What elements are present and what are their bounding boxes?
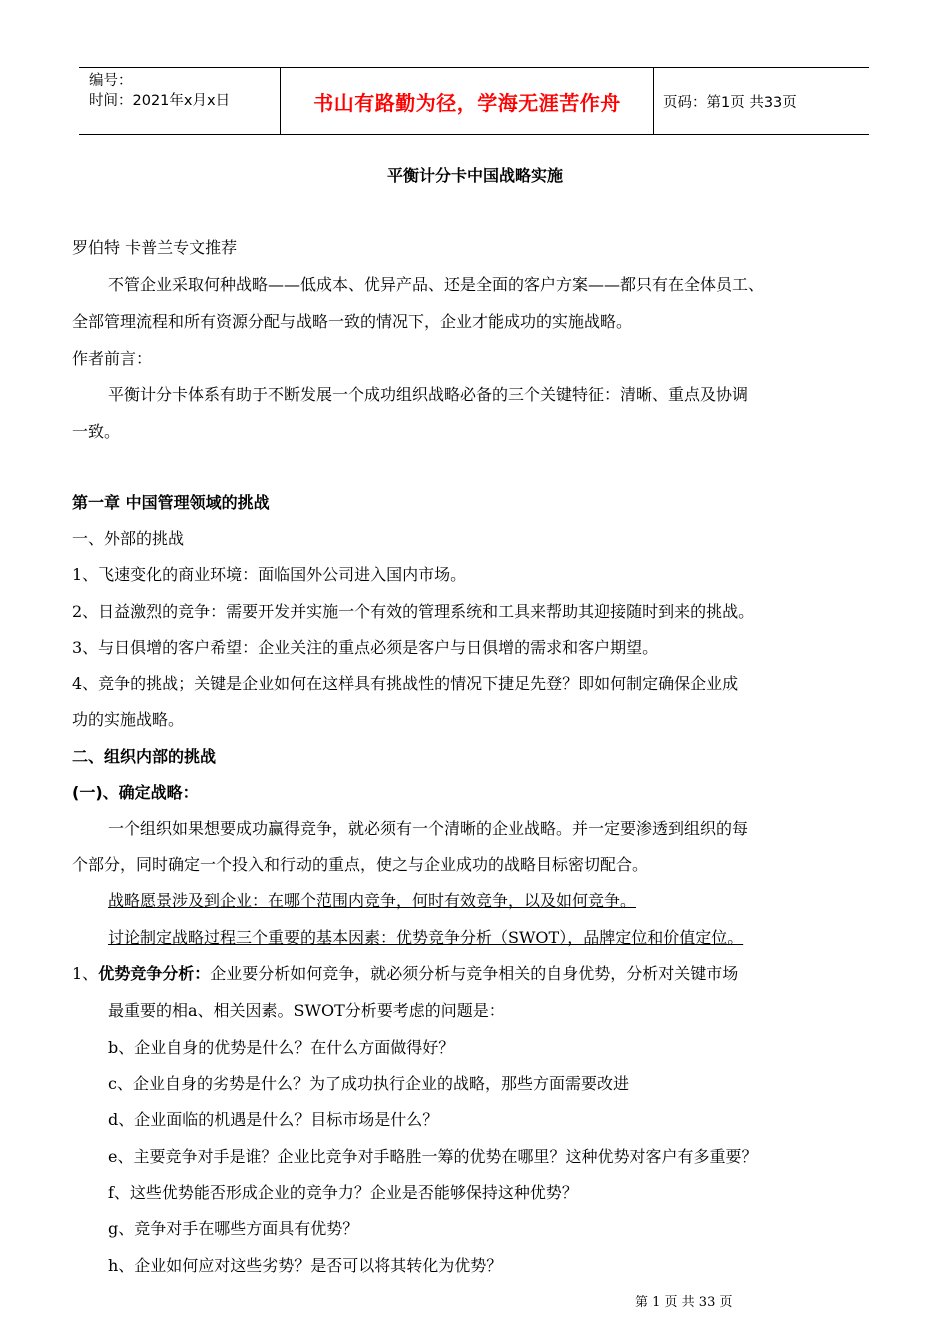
preface-line-1: 平衡计分卡体系有助于不断发展一个成功组织战略必备的三个关键特征：清晰、重点及协调	[108, 385, 749, 404]
swot-number: 1、	[72, 964, 99, 983]
header-slogan: 书山有路勤为径，学海无涯苦作舟	[281, 68, 654, 134]
strategy-line-1: 一个组织如果想要成功赢得竞争，就必须有一个清晰的企业战略。并一定要渗透到组织的每	[108, 819, 749, 838]
swot-question-d: d、企业面临的机遇是什么？目标市场是什么？	[108, 1110, 439, 1129]
section-internal: 二、组织内部的挑战	[72, 747, 217, 766]
factors-line: 讨论制定战略过程三个重要的基本因素：优势竞争分析（SWOT），品牌定位和价值定位。	[108, 928, 744, 947]
header-meta	[79, 68, 281, 134]
swot-question-c: c、企业自身的劣势是什么？为了成功执行企业的战略，那些方面需要改进	[108, 1074, 629, 1093]
strategy-line-2: 个部分，同时确定一个投入和行动的重点，使之与企业成功的战略目标密切配合。	[72, 855, 649, 874]
swot-question-e: e、主要竞争对手是谁？企业比竞争对手略胜一筹的优势在哪里？这种优势对客户有多重要？	[108, 1147, 758, 1166]
swot-label: 优势竞争分析：	[98, 964, 211, 983]
vision-line: 战略愿景涉及到企业：在哪个范围内竞争，何时有效竞争，以及如何竞争。	[108, 891, 637, 910]
preface-line-2: 一致。	[72, 422, 121, 441]
external-item-1: 1、飞速变化的商业环境：面临国外公司进入国内市场。	[72, 565, 467, 584]
author-line: 罗伯特 卡普兰专文推荐	[72, 238, 238, 257]
swot-question-h: h、企业如何应对这些劣势？是否可以将其转化为优势？	[108, 1256, 503, 1275]
header-number: 编号：	[89, 73, 133, 89]
intro-line-1: 不管企业采取何种战略——低成本、优异产品、还是全面的客户方案——都只有在全体员工、	[108, 275, 765, 294]
page-footer: 第 1 页 共 33 页	[635, 1295, 733, 1310]
header-date: 时间：2021年x月x日	[89, 93, 231, 109]
external-item-4b: 功的实施战略。	[72, 710, 185, 729]
swot-line-2: 最重要的相a、相关因素。SWOT分析要考虑的问题是：	[108, 1001, 505, 1020]
swot-line-1	[72, 961, 738, 984]
external-item-2: 2、日益激烈的竞争：需要开发并实施一个有效的管理系统和工具来帮助其迎接随时到来的挑战。	[72, 602, 755, 621]
preface-label: 作者前言：	[72, 349, 153, 368]
page-header	[79, 67, 869, 135]
external-item-4a: 4、竞争的挑战；关键是企业如何在这样具有挑战性的情况下捷足先登？即如何制定确保企业成	[72, 674, 739, 693]
swot-text: 企业要分析如何竞争，就必须分析与竞争相关的自身优势，分析对关键市场	[210, 964, 739, 983]
swot-question-b: b、企业自身的优势是什么？在什么方面做得好？	[108, 1038, 455, 1057]
subsection-strategy: (一)、确定战略：	[72, 783, 199, 802]
chapter-heading: 第一章 中国管理领域的挑战	[72, 493, 270, 512]
swot-question-f: f、这些优势能否形成企业的竞争力？企业是否能够保持这种优势？	[108, 1183, 578, 1202]
intro-line-2: 全部管理流程和所有资源分配与战略一致的情况下，企业才能成功的实施战略。	[72, 312, 633, 331]
doc-title: 平衡计分卡中国战略实施	[386, 166, 563, 185]
section-external: 一、外部的挑战	[72, 529, 185, 548]
swot-question-g: g、竞争对手在哪些方面具有优势？	[108, 1219, 359, 1238]
external-item-3: 3、与日俱增的客户希望：企业关注的重点必须是客户与日俱增的需求和客户期望。	[72, 638, 659, 657]
header-page-number: 页码：第1页 共33页	[663, 94, 797, 111]
